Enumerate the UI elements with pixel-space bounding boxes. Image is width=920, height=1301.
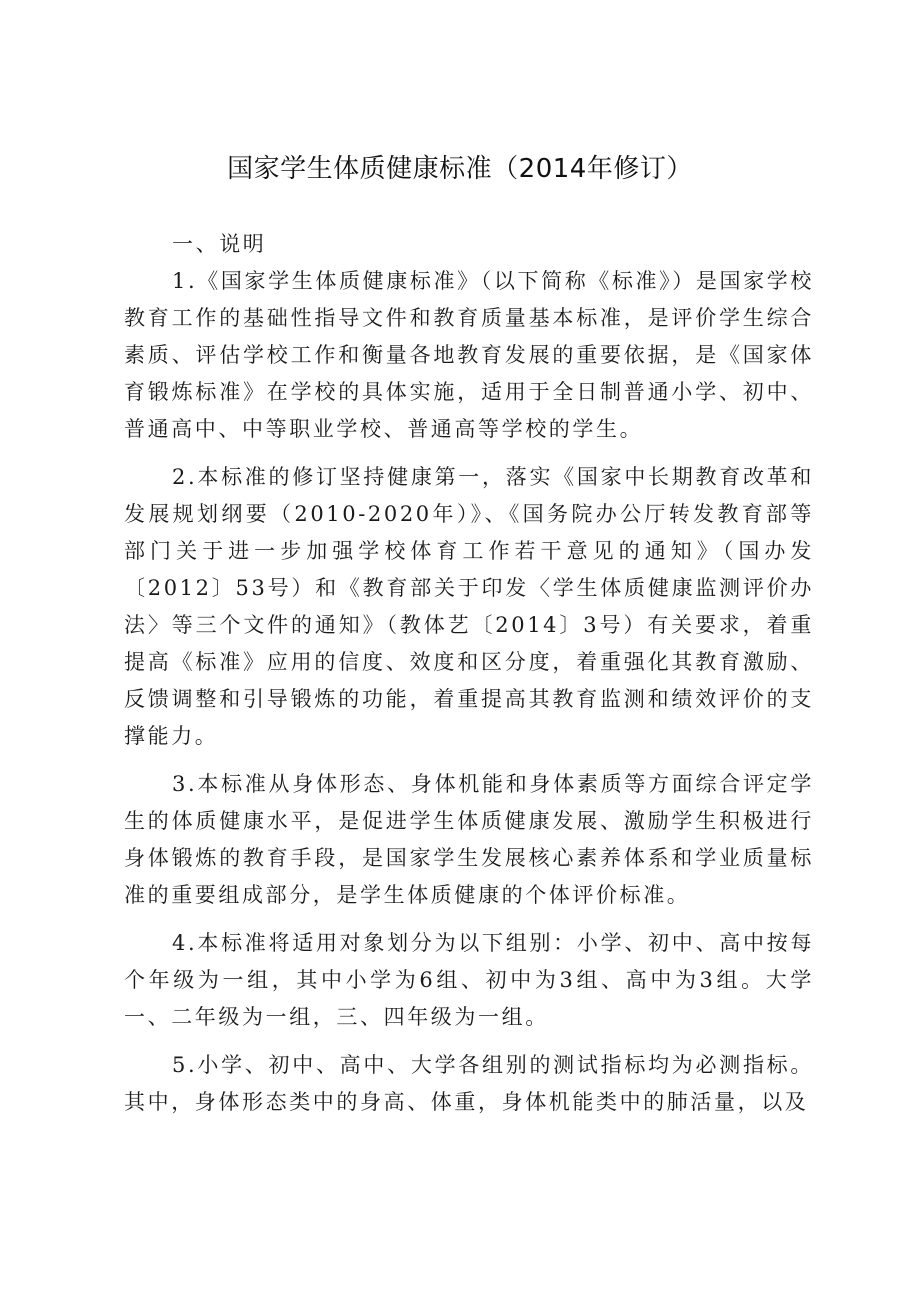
section-heading: 一、说明 — [172, 232, 267, 256]
paragraph-4: 4.本标准将适用对象划分为以下组别：小学、初中、高中按每个年级为一组，其中小学为6组、初中为3组、高中为3组。大学一、二年级为一组，三、四年级为一组。 — [124, 931, 814, 1029]
paragraph-3: 3.本标准从身体形态、身体机能和身体素质等方面综合评定学生的体质健康水平，是促进学生体质健康发展、激励学生积极进行身体锻炼的教育手段，是国家学生发展核心素养体系和学业质量标准的重要组成部分，是学生体质健康的个体评价标准。 — [124, 772, 814, 907]
paragraph-2: 2.本标准的修订坚持健康第一，落实《国家中长期教育改革和发展规划纲要（2010-2020年）》、《国务院办公厅转发教育部等部门关于进一步加强学校体育工作若干意见的通知》（国办发〔2012〕53号）和《教育部关于印发〈学生体质健康监测评价办法〉等三个文件的通知》（教体艺〔2014〕3号）有关要求，着重提高《标准》应用的信度、效度和区分度，着重强化其教育激励、反馈调整和引导锻炼的功能，着重提高其教育监测和绩效评价的支撑能力。 — [124, 465, 814, 748]
document-title: 国家学生体质健康标准（2014年修订） — [227, 154, 693, 184]
document-body — [124, 226, 814, 1132]
paragraph-5: 5.小学、初中、高中、大学各组别的测试指标均为必测指标。其中，身体形态类中的身高、体重，身体机能类中的肺活量，以及 — [124, 1053, 814, 1114]
paragraph-1: 1.《国家学生体质健康标准》（以下简称《标准》）是国家学校教育工作的基础性指导文件和教育质量基本标准，是评价学生综合素质、评估学校工作和衡量各地教育发展的重要依据，是《国家体育锻炼标准》在学校的具体实施，适用于全日制普通小学、初中、普通高中、中等职业学校、普通高等学校的学生。 — [124, 269, 814, 441]
